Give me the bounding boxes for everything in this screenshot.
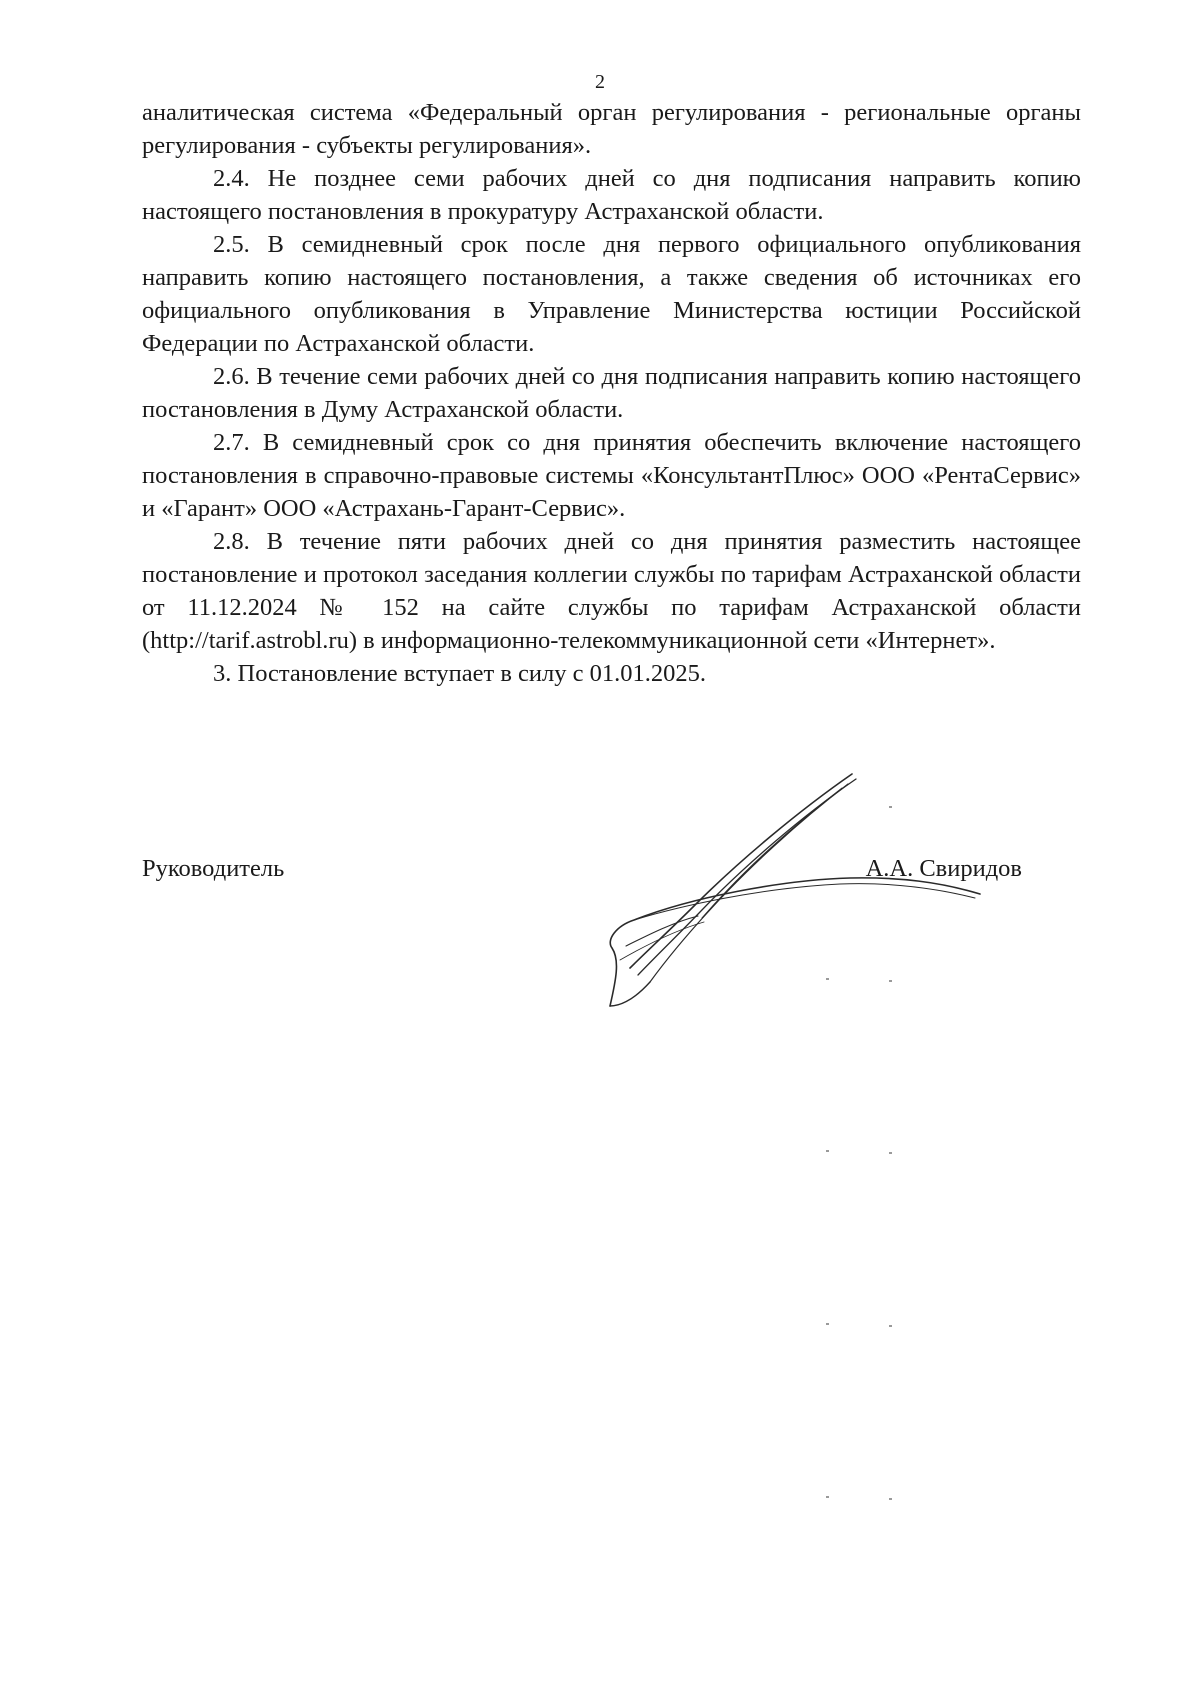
signatory-name: А.А. Свиридов	[865, 855, 1022, 882]
paragraph-3: 3. Постановление вступает в силу с 01.01.2025.	[213, 660, 707, 687]
scan-speck	[826, 1323, 829, 1325]
paragraph-2-5: 2.5. В семидневный срок после дня первого официального опубликования направить копию настоящего постановления, а также сведения об источниках его официального опубликования в Управление Министерства юстиции Российской Федерации по Астраханской области.	[142, 231, 1081, 357]
scan-speck	[889, 1325, 892, 1327]
document-body	[142, 96, 1081, 690]
paragraph-2-7: 2.7. В семидневный срок со дня принятия обеспечить включение настоящего постановления в справочно-правовые системы «КонсультантПлюс» ООО «РентаСервис» и «Гарант» ООО «Астрахань-Гарант-Сервис».	[142, 429, 1081, 522]
scan-speck	[889, 980, 892, 982]
signatory-role: Руководитель	[142, 855, 285, 882]
paragraph-2-8: 2.8. В течение пяти рабочих дней со дня принятия разместить настоящее постановление и протокол заседания коллегии службы по тарифам Астраханской области от 11.12.2024 № 152 на сайте службы по тарифам Астраханской области (http://tarif.astrobl.ru) в информационно-телекоммуникационной сети «Интернет».	[142, 528, 1081, 654]
page-number: 2	[595, 71, 605, 93]
scan-speck	[826, 1496, 829, 1498]
signature-block	[142, 852, 1022, 892]
paragraph-2-4: 2.4. Не позднее семи рабочих дней со дня подписания направить копию настоящего постановления в прокуратуру Астраханской области.	[142, 165, 1081, 225]
paragraph-continuation: аналитическая система «Федеральный орган регулирования - региональные органы регулирования - субъекты регулирования».	[142, 99, 1081, 159]
scan-speck	[889, 806, 892, 808]
scan-speck	[826, 978, 829, 980]
paragraph-2-6: 2.6. В течение семи рабочих дней со дня подписания направить копию настоящего постановления в Думу Астраханской области.	[142, 363, 1081, 423]
scan-speck	[889, 1498, 892, 1500]
scan-speck	[889, 1152, 892, 1154]
scan-speck	[826, 1150, 829, 1152]
